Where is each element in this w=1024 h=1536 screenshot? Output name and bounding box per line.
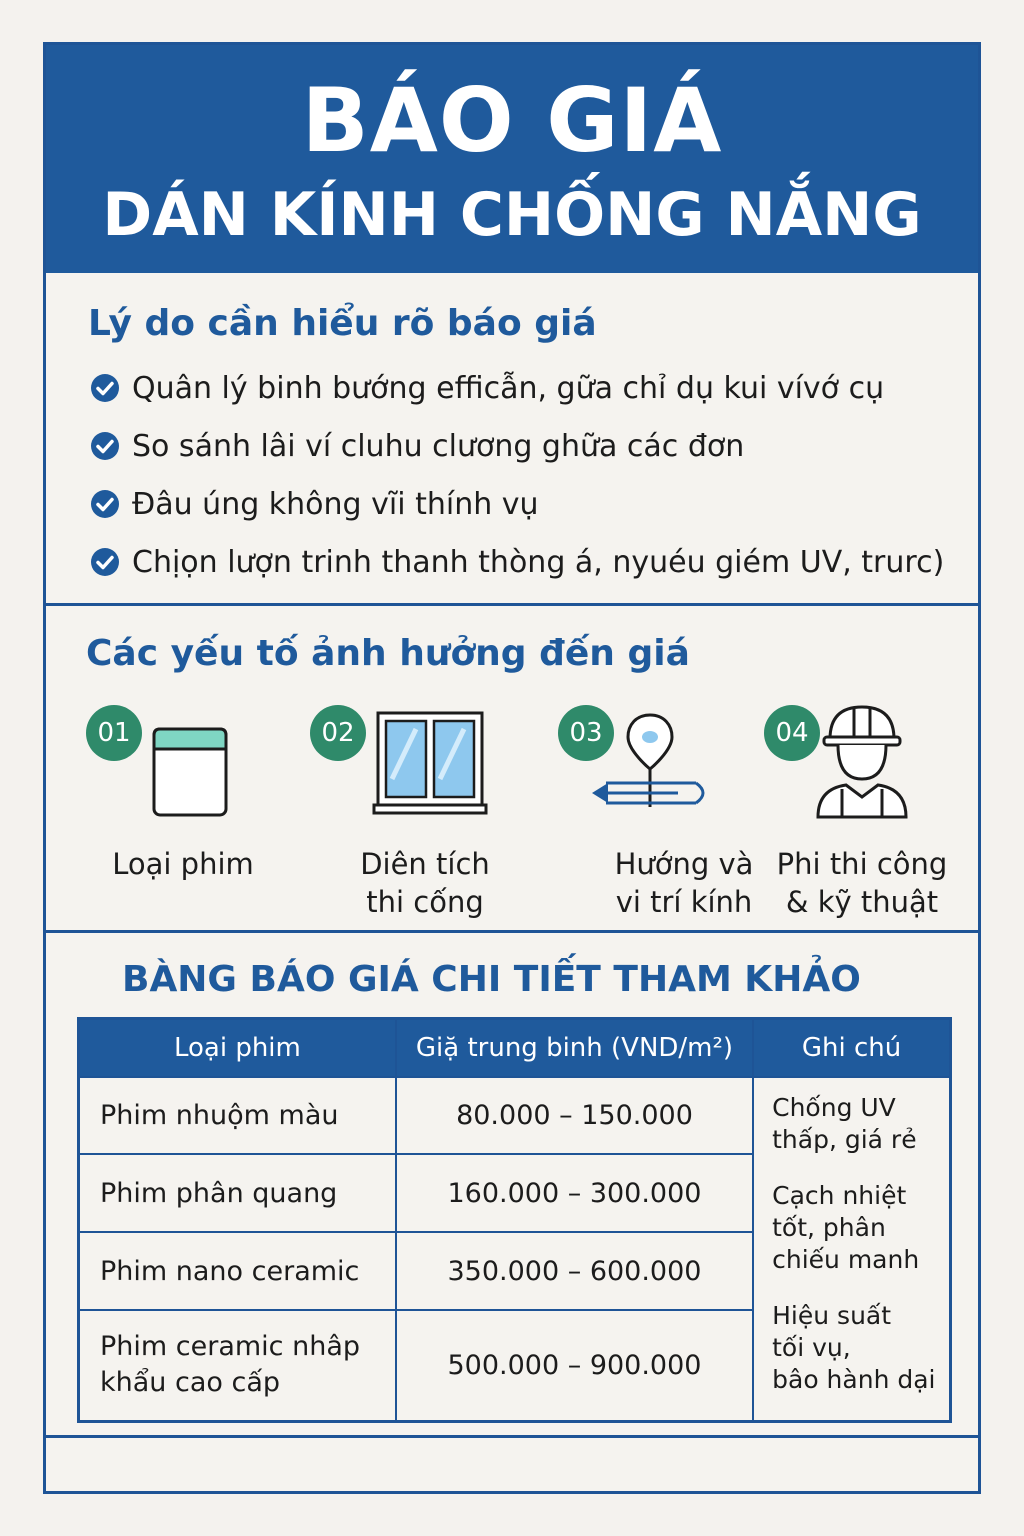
note-line: tối vụ,	[772, 1332, 851, 1362]
reason-text: Chịọn lượn trinh thanh thòng á, nyuéu giém UV, trurc)	[132, 544, 945, 580]
note-block	[772, 1180, 939, 1276]
reason-item	[90, 368, 884, 408]
factor-number-badge: 03	[558, 705, 614, 761]
footer-divider	[46, 1435, 978, 1438]
table-row	[79, 1077, 951, 1155]
film-name: Phim nano ceramic	[100, 1255, 360, 1287]
factor-label-line2: thi cống	[366, 885, 484, 919]
reason-text: Quân lý binh bướng efficẫn, gữa chỉ dụ kui vívớ cụ	[132, 370, 885, 406]
note-block	[772, 1300, 939, 1396]
reason-item	[90, 484, 539, 524]
film-name: Phim phân quang	[100, 1177, 338, 1209]
note-line: Cạch nhiệt	[772, 1180, 907, 1210]
film-cell	[79, 1232, 396, 1310]
film-name: Phim nhuộm màu	[100, 1099, 339, 1131]
note-line: Hiệu suất	[772, 1300, 892, 1330]
film-cell	[79, 1077, 396, 1155]
check-icon	[90, 547, 120, 577]
check-icon	[90, 431, 120, 461]
factor-label-line1: Loại phim	[112, 847, 254, 881]
check-icon	[90, 489, 120, 519]
factor-label-line1: Diên tích	[360, 847, 490, 881]
price-table-title: BÀNG BÁO GIÁ CHI TIẾT THAM KHẢO	[122, 959, 861, 1000]
col-header-film: Loại phim	[79, 1019, 396, 1077]
price-cell: 80.000 – 150.000	[396, 1077, 753, 1155]
reason-item	[90, 426, 744, 466]
factor-item-labor	[762, 695, 982, 925]
note-line: tốt, phân	[772, 1212, 886, 1242]
reason-text: Đâu úng không vĩi thính vụ	[132, 486, 539, 522]
reason-item	[90, 542, 944, 582]
film-name: Phim ceramic nhâp	[100, 1331, 361, 1363]
notes-cell	[753, 1077, 950, 1422]
note-block	[772, 1092, 939, 1156]
reasons-title: Lý do cần hiểu rõ báo giá	[88, 303, 597, 344]
note-line: chiếu manh	[772, 1244, 920, 1274]
factor-number-badge: 04	[764, 705, 820, 761]
note-line: thấp, giá rẻ	[772, 1124, 917, 1154]
price-cell: 160.000 – 300.000	[396, 1154, 753, 1232]
location-direction-icon	[586, 709, 716, 819]
film-name: khẩu cao cấp	[100, 1367, 281, 1399]
col-header-note: Ghi chú	[753, 1019, 950, 1077]
check-icon	[90, 373, 120, 403]
poster-header	[46, 45, 978, 273]
film-roll-icon	[150, 723, 230, 819]
note-line: bâo hành dại	[772, 1364, 936, 1394]
factor-item-film-type	[86, 695, 306, 925]
factor-label-line1: Hướng và	[614, 847, 754, 881]
title-line1: BÁO GIÁ	[301, 69, 723, 172]
quote-poster	[43, 42, 981, 1494]
table-header-row	[79, 1019, 951, 1077]
note-line: Chống UV	[772, 1092, 896, 1122]
factor-label-line1: Phi thi công	[776, 847, 948, 881]
price-cell: 500.000 – 900.000	[396, 1310, 753, 1421]
factor-number-badge: 01	[86, 705, 142, 761]
factor-item-area	[310, 695, 530, 925]
factors-title: Các yếu tố ảnh hưởng đến giá	[86, 633, 690, 674]
reason-text: So sánh lâi ví cluhu clương ghữa các đơn	[132, 428, 745, 464]
factor-label-line2: vi trí kính	[615, 885, 753, 919]
factor-label-line2: & kỹ thuật	[785, 885, 939, 919]
factor-item-direction	[556, 695, 776, 925]
price-cell: 350.000 – 600.000	[396, 1232, 753, 1310]
worker-helmet-icon	[812, 699, 912, 821]
section-divider	[46, 603, 978, 606]
col-header-price: Giặ trung binh (VND/m²)	[396, 1019, 753, 1077]
title-line2: DÁN KÍNH CHỐNG NẮNG	[102, 180, 922, 250]
factor-number-badge: 02	[310, 705, 366, 761]
film-cell	[79, 1154, 396, 1232]
price-table	[77, 1017, 952, 1423]
film-cell	[79, 1310, 396, 1421]
section-divider	[46, 930, 978, 933]
window-icon	[372, 709, 488, 819]
